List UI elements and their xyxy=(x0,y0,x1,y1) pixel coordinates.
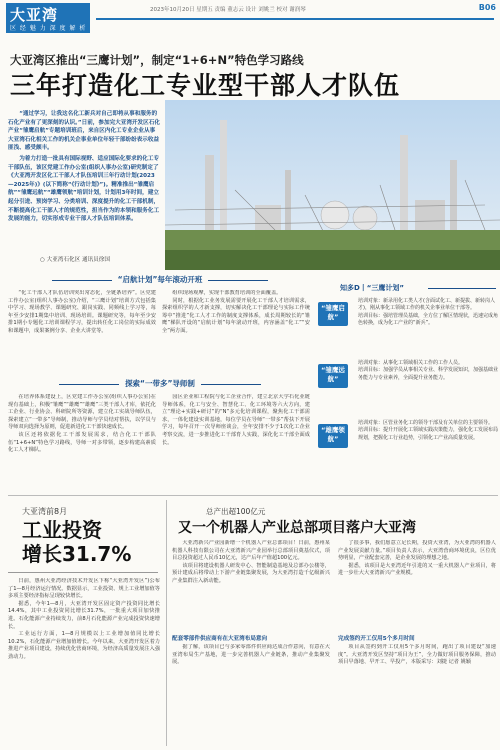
knowledge-item xyxy=(318,360,498,415)
paragraph: 据悉，该项目是大亚湾近年引进的又一重大机器人产业项目，将进一步壮大大亚湾新兴产业规模。 xyxy=(338,562,496,577)
story-kicker: 大亚湾前8月 xyxy=(22,507,68,516)
story-title-line: 增长31.7% xyxy=(22,542,132,566)
header-rule xyxy=(96,18,494,20)
knowledge-item-tag: “雏鹰远航” xyxy=(318,364,348,388)
story-subhead: 完成签约开工仅用5个多月时间 xyxy=(338,636,415,642)
story-title: 又一个机器人产业总部项目落户大亚湾 xyxy=(178,520,416,536)
story-column-2b xyxy=(338,644,496,744)
paragraph: 了很多事，我们愿意立足长期，投资大亚湾，为大亚湾的机器人产业发展贡献力量。”项目负责人表示，大亚湾营商环境优良，区位优势明显，产业配套完善，是企业发展的理想之地。 xyxy=(338,540,496,562)
paragraph: “化工干部人才队伍培训突出常态化，全链条培养”。区党建工作办公室(组织人事办公室)介绍，“三鹰计划”培训方式包括集中学习、现场教学、课题研究、跟岗实践、同频线上学习等，每年至少安排1期集中培训、现场培训。课题研究等，每年至少安排1期小专题化工培训课程学习，提出转任化工岗位的实际成效和课题中，成果案例分享、企业大讲堂等。 xyxy=(8,290,156,334)
knowledge-item-tag: “雄鹰领航” xyxy=(318,424,348,448)
section-title-mentor: 探索“一带多”导师制 xyxy=(20,378,300,389)
headline-title: 三年打造化工专业型干部人才队伍 xyxy=(10,71,401,100)
section-1-column-2 xyxy=(162,290,310,372)
story-title xyxy=(22,518,162,566)
story-column-1 xyxy=(172,540,330,630)
intro-paragraph: “通过学习，让我这名化工新兵对自己即将从事和服务的石化产业有了更深刻的认识。”日前，参加完大亚湾开发区石化产业“雏鹰启航”专题培训班后，来自区内化工专业企业从事大亚湾石化相关工作的机关企事业单位年轻干部纷纷表示收益匪浅、感受颇丰。 xyxy=(8,111,160,152)
headline-kicker: 大亚湾区推出“三鹰计划”，制定“1+6+N”特色学习路线 xyxy=(10,53,304,67)
knowledge-item-text xyxy=(358,420,498,442)
story-body xyxy=(8,578,160,746)
paragraph: 据了解，该项目已与多家零部件供应商达成合作意向，有意在大亚湾布局生产基地，进一步完善机器人产业链条，推动产业集聚发展。 xyxy=(172,644,330,666)
section-logo xyxy=(6,3,90,33)
knowledge-box-rule xyxy=(428,288,496,289)
story-rule xyxy=(8,572,158,573)
paragraph: 日前，惠州大亚湾经济技术开发区下称“大亚湾开发区”)公布了1—8月经济运行情况。数据显示，工业投资、规上工业增加值等多项主要经济指标呈现较快增长。 xyxy=(8,578,160,600)
intro-byline: ○ 大亚湾石化区 通讯员徐国 xyxy=(40,257,110,263)
page-header xyxy=(0,0,500,36)
section-2-column-1 xyxy=(8,394,156,488)
paragraph: 同时，根据化工业务发展需要开展化工干部人才培训需求，探索组织学的人才新支撑，切实解决化工干部理论与实际工作统筹中“推进”化工人才工作的制度支撑体系，成长周期较长的“雏鹰”梯队开设的“启航计划”每年滚动开班，内容涵盖“化工”“安全”两方面。 xyxy=(162,297,310,334)
column-divider xyxy=(166,500,167,746)
logo-tagline: 区 经 魅 力 深 度 解 析 xyxy=(10,25,87,32)
knowledge-item-tag: “雏鹰启航” xyxy=(318,302,348,326)
section-1-column-1 xyxy=(8,290,156,372)
story-title-line: 工业投资 xyxy=(22,518,102,542)
knowledge-box-title: 知多D丨“三鹰计划” xyxy=(340,284,405,292)
section-divider xyxy=(8,495,498,496)
intro-text xyxy=(8,110,160,226)
paragraph: 工业运行方面，1—8月规模以上工业增加值同比增长10.2%，石化能源产业增加值增长。今年以来，大亚湾开发区着力推进产业项目建设，持续优化营商环境，为经济高质量发展注入强劲动力。 xyxy=(8,631,160,660)
knowledge-item-text xyxy=(358,360,498,382)
paragraph: 在培养体系建设上，区党建工作办公室(组织人事办公室)在现有基础上，积极“雏鹰”“雄鹰”“雄鹰”三类干部人才库，依托化工企业、行业协会、科研院所等资源，建立化工实战导师队伍，探索建立“一带多”导师制，推动导师与学员结对帮扶，以学员与导师双向选择为原则，促进新进化工干部快速成长。 xyxy=(8,394,156,431)
section-2-column-2 xyxy=(162,394,310,488)
logo-title: 大亚湾 xyxy=(10,6,59,24)
paragraph: 园区企业和工程院与化工企业合作，建立北京大学石化业链导师体系，化工与安全、智慧化工、化工环境等六大方向，建立“理论+实践+研讨”的“N”多元化培训课程，聚焦化工干部需求，一体化建设实训基地，每位学员在导师“一带多”帮扶下开展学习，每年召开一次导师座谈会，全年安排不少于1次化工企业考察交流，进一步推进化工干部育人实践，深化化工干部全面成长。 xyxy=(162,394,310,446)
story-column-1b xyxy=(172,644,330,744)
page-number: B06 xyxy=(478,3,496,12)
knowledge-item-line: 培训对象：从事化工领域相关工作的工作人员。 xyxy=(358,360,464,366)
paragraph: 大亚湾新兴产业园新增一个机器人产业总部项目！日前，惠州某机器人科技有限公司在大亚湾新兴产业园举行总部项目奠基仪式，项目总投资超过人民币10亿元，达产后年产值超100亿元。 xyxy=(172,540,330,562)
intro-paragraph: 为着力打造一批具有国际视野、适应国际化要求的化工专干部队伍，该区党建工作办公室(组织人事办公室)研究制定了《大亚湾开发区化工干部人才队伍培训三年行动计划(2023—2025年)》(以下简称“《行动计划》”)。精准推出“雏鹰启航”“雏鹰远航”“雄鹰领航”培训计划，计划用3年时间，建立起分引进、预岗学习、分类培训、深度提升的化工干部机制，不断提高化工干部人才的规范性，担当作为的本领和服务化工发展的能力，切实形成专业干部人才队伍培训体系。 xyxy=(8,155,160,223)
story-kicker: 总产出超100亿元 xyxy=(206,507,266,516)
knowledge-box xyxy=(318,280,498,480)
knowledge-item xyxy=(318,298,498,356)
story-column-2 xyxy=(338,540,496,630)
chemical-plant-photo xyxy=(165,100,500,270)
paragraph: 项目从签约到开工仅用5个多月时间，跑出了项目建设“加速度”。大亚湾开发区坚持“项目为王”，全力做好项目服务保障，推动项目早落地、早开工、早投产，本版采写：刘捷 记者 姚颖 xyxy=(338,644,496,666)
story-subhead: 配套零部件供应商有在大亚湾布局意向 xyxy=(172,636,268,642)
issue-meta: 2023年10月20日 星期五 责编 董志云 设计 刘姚兰 校对 谢润琴 xyxy=(150,7,306,13)
knowledge-item-line: 培训目标：加强学员从事相关专业、科学发展知识，加强基础业务能力与专业素养，全面提升业务能力。 xyxy=(358,367,499,381)
paragraph: 据悉，今年1—8月，大亚湾开发区固定资产投资同比增长14.4%，其中工业投资同比增长31.7%，一批重大项目加快推进。石化能源产业持续发力，前8月石化能源产业完成投资快速增长。 xyxy=(8,600,160,630)
paragraph: 该项目将建设机器人研发中心、智能制造基地及总部办公楼等，预计建成后将带动上下游产业链集聚发展，为大亚湾打造千亿级新兴产业集群注入新动能。 xyxy=(172,562,330,584)
knowledge-item xyxy=(318,420,498,478)
knowledge-item-text xyxy=(358,298,498,328)
knowledge-item-line: 培训对象：新录用化工类人才(含面试化工、新提拔、新转岗人才)，刚从事化工领域工作的机关企事业单位干部等。 xyxy=(358,298,495,312)
section-title-launch: “启航计划”每年滚动开班 xyxy=(20,274,300,285)
paragraph: 组织现场观摩，实现干部教育培训的全面覆盖。 xyxy=(172,290,282,296)
paragraph: 该区还将依据化工干部发展需求，结合化工干部队伍“1+6+N”特色学习路线，导师一对多带领，逐步构建高素质化工人才梯队。 xyxy=(8,431,156,454)
knowledge-item-line: 培训目标：强培管理员基础，全方位了解区情现状，迅速完成角色转换，成为化工产业的“新兵”。 xyxy=(358,312,499,327)
knowledge-item-line: 培训对象：区管业务化工的领导干部及有关单位的主要领导。 xyxy=(358,420,494,426)
knowledge-item-line: 培训目标：提升开展化工领域实践决策能力，强化化工发展布局规划，把握化工行业趋势，引领化工产业高质量发展。 xyxy=(358,427,499,441)
